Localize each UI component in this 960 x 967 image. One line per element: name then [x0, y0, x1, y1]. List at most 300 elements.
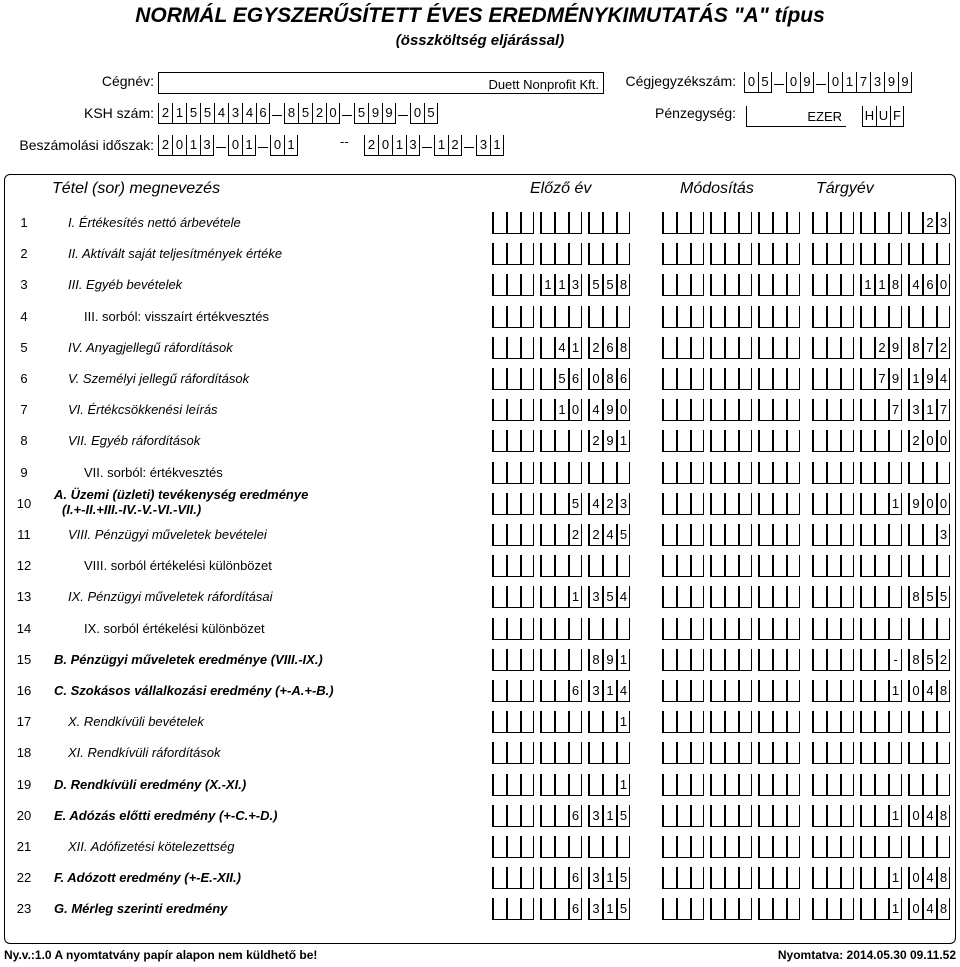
modification-cells[interactable] [662, 586, 704, 608]
prev-year-cells[interactable] [540, 742, 582, 764]
current-year-cells[interactable] [860, 368, 902, 390]
current-year-cells[interactable] [860, 212, 902, 234]
prev-year-cells[interactable] [492, 368, 534, 390]
modification-cells[interactable] [662, 805, 704, 827]
prev-year-cells-digit [506, 680, 520, 702]
modification-cells[interactable] [710, 836, 752, 858]
modification-cells-digit [772, 243, 786, 265]
period-from-digit: 3 [200, 135, 214, 156]
modification-cells[interactable] [758, 618, 800, 640]
current-year-cells-digit: 6 [922, 274, 936, 296]
modification-cells[interactable] [758, 524, 800, 546]
modification-cells[interactable] [710, 618, 752, 640]
modification-cells[interactable] [758, 586, 800, 608]
column-header-name: Tétel (sor) megnevezés [52, 180, 221, 197]
modification-cells[interactable] [710, 742, 752, 764]
modification-cells[interactable] [710, 586, 752, 608]
modification-cells[interactable] [710, 680, 752, 702]
prev-year-cells-digit [492, 586, 506, 608]
current-year-cells[interactable] [812, 680, 854, 702]
prev-year-cells[interactable] [492, 243, 534, 265]
prev-year-cells[interactable] [588, 836, 630, 858]
current-year-cells-digit [888, 306, 902, 328]
modification-cells[interactable] [758, 649, 800, 671]
current-year-cells[interactable] [812, 805, 854, 827]
prev-year-cells[interactable] [492, 337, 534, 359]
row-label: VI. Értékcsökkenési leírás [68, 402, 218, 417]
modification-cells[interactable] [662, 649, 704, 671]
prev-year-cells-digit [520, 649, 534, 671]
current-year-cells-digit [922, 836, 936, 858]
current-year-cells[interactable] [908, 555, 950, 577]
prev-year-cells[interactable] [492, 399, 534, 421]
current-year-cells-digit [812, 586, 826, 608]
prev-year-cells[interactable] [588, 337, 630, 359]
current-year-cells[interactable] [908, 867, 950, 889]
prev-year-cells[interactable] [492, 555, 534, 577]
modification-cells[interactable] [710, 555, 752, 577]
current-year-cells[interactable] [860, 774, 902, 796]
modification-cells[interactable] [758, 462, 800, 484]
current-year-cells[interactable] [860, 243, 902, 265]
current-year-cells[interactable] [908, 306, 950, 328]
prev-year-cells[interactable] [540, 399, 582, 421]
current-year-cells-digit: 2 [922, 212, 936, 234]
modification-cells[interactable] [710, 274, 752, 296]
prev-year-cells[interactable] [588, 524, 630, 546]
modification-cells[interactable] [758, 805, 800, 827]
period-from-field[interactable] [158, 135, 298, 156]
prev-year-cells-digit [602, 212, 616, 234]
current-year-cells[interactable] [812, 618, 854, 640]
prev-year-cells[interactable] [588, 399, 630, 421]
prev-year-cells[interactable] [492, 836, 534, 858]
current-year-cells-digit [812, 430, 826, 452]
modification-cells[interactable] [662, 555, 704, 577]
current-year-cells[interactable] [812, 555, 854, 577]
current-year-cells[interactable] [860, 555, 902, 577]
modification-cells[interactable] [662, 774, 704, 796]
prev-year-cells[interactable] [588, 742, 630, 764]
current-year-cells[interactable] [908, 805, 950, 827]
modification-cells[interactable] [662, 243, 704, 265]
modification-cells[interactable] [662, 337, 704, 359]
current-year-cells[interactable] [908, 274, 950, 296]
current-year-cells-digit [840, 243, 854, 265]
prev-year-cells[interactable] [492, 867, 534, 889]
prev-year-cells[interactable] [588, 711, 630, 733]
modification-cells[interactable] [662, 680, 704, 702]
current-year-cells-digit [874, 399, 888, 421]
modification-cells-digit [710, 805, 724, 827]
modification-cells[interactable] [758, 399, 800, 421]
current-year-cells[interactable] [812, 586, 854, 608]
prev-year-cells[interactable] [492, 462, 534, 484]
current-year-cells-digit [936, 711, 950, 733]
current-year-cells[interactable] [812, 836, 854, 858]
modification-cells-digit [738, 805, 752, 827]
modification-cells-digit [724, 368, 738, 390]
current-year-cells-digit [840, 493, 854, 515]
current-year-cells[interactable] [860, 493, 902, 515]
modification-cells[interactable] [758, 836, 800, 858]
prev-year-cells-digit: 6 [568, 680, 582, 702]
modification-cells[interactable] [758, 274, 800, 296]
current-year-cells[interactable] [908, 742, 950, 764]
prev-year-cells[interactable] [492, 274, 534, 296]
prev-year-cells-digit [568, 711, 582, 733]
modification-cells[interactable] [662, 274, 704, 296]
prev-year-cells[interactable] [540, 898, 582, 920]
current-year-cells-digit [840, 306, 854, 328]
modification-cells-digit [676, 555, 690, 577]
prev-year-cells[interactable] [492, 742, 534, 764]
current-year-cells[interactable] [812, 274, 854, 296]
modification-cells[interactable] [758, 867, 800, 889]
prev-year-cells[interactable] [588, 586, 630, 608]
modification-cells[interactable] [710, 243, 752, 265]
current-year-cells[interactable] [860, 680, 902, 702]
modification-cells-digit [724, 524, 738, 546]
current-year-cells[interactable] [908, 337, 950, 359]
current-year-cells[interactable] [908, 586, 950, 608]
prev-year-cells[interactable] [540, 337, 582, 359]
modification-cells-digit [786, 805, 800, 827]
modification-cells[interactable] [758, 680, 800, 702]
prev-year-cells[interactable] [540, 430, 582, 452]
prev-year-cells[interactable] [540, 774, 582, 796]
modification-cells-digit [690, 243, 704, 265]
current-year-cells-digit [936, 462, 950, 484]
prev-year-cells[interactable] [540, 306, 582, 328]
ksh-number-field[interactable] [158, 103, 438, 124]
current-year-cells[interactable] [908, 774, 950, 796]
current-year-cells-digit: 1 [888, 493, 902, 515]
current-year-cells[interactable] [908, 493, 950, 515]
current-year-cells[interactable] [812, 337, 854, 359]
modification-cells[interactable] [710, 805, 752, 827]
modification-cells[interactable] [758, 368, 800, 390]
modification-cells[interactable] [710, 462, 752, 484]
current-year-cells[interactable] [812, 711, 854, 733]
current-year-cells[interactable] [908, 898, 950, 920]
prev-year-cells[interactable] [492, 524, 534, 546]
modification-cells-digit [724, 742, 738, 764]
row-number: 23 [16, 901, 32, 916]
prev-year-cells[interactable] [492, 212, 534, 234]
prev-year-cells[interactable] [492, 493, 534, 515]
current-year-cells[interactable] [812, 212, 854, 234]
modification-cells[interactable] [758, 337, 800, 359]
prev-year-cells[interactable] [540, 618, 582, 640]
current-year-cells[interactable] [812, 774, 854, 796]
modification-cells[interactable] [710, 649, 752, 671]
current-year-cells[interactable] [908, 399, 950, 421]
current-year-cells[interactable] [860, 742, 902, 764]
modification-cells[interactable] [758, 493, 800, 515]
prev-year-cells-digit [554, 836, 568, 858]
current-year-cells-digit: 1 [922, 399, 936, 421]
current-year-cells[interactable] [908, 368, 950, 390]
current-year-cells-digit [826, 555, 840, 577]
modification-cells[interactable] [710, 774, 752, 796]
prev-year-cells[interactable] [588, 212, 630, 234]
current-year-cells[interactable] [908, 711, 950, 733]
current-year-cells[interactable] [812, 649, 854, 671]
modification-cells[interactable] [710, 337, 752, 359]
current-year-cells[interactable] [812, 399, 854, 421]
current-year-cells[interactable] [812, 493, 854, 515]
current-year-cells[interactable] [860, 649, 902, 671]
prev-year-cells[interactable] [492, 430, 534, 452]
current-year-cells[interactable] [812, 306, 854, 328]
current-year-cells[interactable] [908, 243, 950, 265]
modification-cells[interactable] [758, 430, 800, 452]
current-year-cells[interactable] [908, 680, 950, 702]
current-year-cells[interactable] [860, 867, 902, 889]
modification-cells[interactable] [710, 430, 752, 452]
prev-year-cells[interactable] [540, 711, 582, 733]
current-year-cells-digit [860, 586, 874, 608]
current-year-cells[interactable] [908, 430, 950, 452]
modification-cells[interactable] [662, 836, 704, 858]
modification-cells[interactable] [710, 524, 752, 546]
prev-year-cells[interactable] [588, 462, 630, 484]
prev-year-cells-digit [540, 337, 554, 359]
modification-cells-digit [738, 462, 752, 484]
period-to-digit: 3 [476, 135, 490, 156]
prev-year-cells[interactable] [588, 243, 630, 265]
current-year-cells[interactable] [860, 836, 902, 858]
modification-cells[interactable] [662, 711, 704, 733]
modification-cells-digit [772, 493, 786, 515]
prev-year-cells[interactable] [540, 493, 582, 515]
prev-year-cells[interactable] [588, 898, 630, 920]
modification-cells[interactable] [710, 493, 752, 515]
current-year-cells-digit [908, 524, 922, 546]
row-label: III. sorból: visszaírt értékvesztés [84, 309, 269, 324]
current-year-cells-digit [908, 618, 922, 640]
modification-cells-digit [676, 274, 690, 296]
prev-year-cells[interactable] [540, 274, 582, 296]
current-year-cells-digit [874, 212, 888, 234]
prev-year-cells[interactable] [492, 680, 534, 702]
prev-year-cells-digit [568, 306, 582, 328]
modification-cells[interactable] [710, 399, 752, 421]
ksh-digit: 0 [326, 103, 340, 124]
modification-cells[interactable] [758, 711, 800, 733]
current-year-cells[interactable] [908, 618, 950, 640]
row-number: 19 [16, 777, 32, 792]
modification-cells-digit [662, 618, 676, 640]
prev-year-cells[interactable] [540, 586, 582, 608]
modification-cells[interactable] [758, 774, 800, 796]
prev-year-cells-digit [616, 742, 630, 764]
prev-year-cells-digit [588, 742, 602, 764]
prev-year-cells[interactable] [540, 649, 582, 671]
modification-cells[interactable] [662, 306, 704, 328]
modification-cells[interactable] [662, 399, 704, 421]
modification-cells-digit [772, 774, 786, 796]
prev-year-cells-digit [588, 462, 602, 484]
current-year-cells[interactable] [860, 430, 902, 452]
prev-year-cells[interactable] [540, 462, 582, 484]
current-year-cells[interactable] [860, 618, 902, 640]
modification-cells[interactable] [758, 898, 800, 920]
modification-cells-digit [710, 898, 724, 920]
prev-year-cells[interactable] [588, 867, 630, 889]
prev-year-cells-digit: 5 [616, 867, 630, 889]
row-number: 15 [16, 652, 32, 667]
modification-cells-digit [738, 337, 752, 359]
prev-year-cells[interactable] [492, 306, 534, 328]
modification-cells[interactable] [662, 742, 704, 764]
modification-cells[interactable] [662, 867, 704, 889]
current-year-cells[interactable] [812, 524, 854, 546]
modification-cells-digit [758, 898, 772, 920]
current-year-cells[interactable] [812, 430, 854, 452]
registry-number-field[interactable] [744, 72, 912, 93]
current-year-cells[interactable] [908, 524, 950, 546]
modification-cells-digit [710, 867, 724, 889]
prev-year-cells[interactable] [492, 711, 534, 733]
prev-year-cells[interactable] [540, 867, 582, 889]
current-year-cells[interactable] [908, 649, 950, 671]
modification-cells[interactable] [758, 243, 800, 265]
current-year-cells[interactable] [860, 462, 902, 484]
prev-year-cells[interactable] [492, 774, 534, 796]
prev-year-cells[interactable] [540, 680, 582, 702]
modification-cells[interactable] [710, 212, 752, 234]
current-year-cells[interactable] [812, 368, 854, 390]
current-year-cells[interactable] [908, 462, 950, 484]
prev-year-cells[interactable] [588, 274, 630, 296]
prev-year-cells[interactable] [588, 306, 630, 328]
currency-unit-field[interactable] [746, 106, 846, 127]
prev-year-cells[interactable] [588, 430, 630, 452]
modification-cells[interactable] [758, 306, 800, 328]
modification-cells-digit [710, 274, 724, 296]
modification-cells-digit [786, 399, 800, 421]
modification-cells-digit [676, 243, 690, 265]
prev-year-cells[interactable] [492, 649, 534, 671]
current-year-cells-digit [826, 306, 840, 328]
modification-cells[interactable] [662, 618, 704, 640]
current-year-cells-digit [908, 742, 922, 764]
modification-cells-digit [662, 711, 676, 733]
prev-year-cells-digit: 3 [588, 867, 602, 889]
modification-cells[interactable] [758, 742, 800, 764]
modification-cells[interactable] [710, 867, 752, 889]
company-name-field[interactable] [158, 72, 604, 94]
current-year-cells[interactable] [908, 212, 950, 234]
prev-year-cells[interactable] [540, 368, 582, 390]
modification-cells[interactable] [662, 493, 704, 515]
current-year-cells-digit [812, 243, 826, 265]
prev-year-cells[interactable] [588, 774, 630, 796]
current-year-cells[interactable] [812, 462, 854, 484]
modification-cells[interactable] [710, 368, 752, 390]
ksh-digit: 2 [158, 103, 172, 124]
current-year-cells[interactable] [860, 399, 902, 421]
modification-cells-digit [662, 212, 676, 234]
current-year-cells[interactable] [812, 742, 854, 764]
current-year-cells[interactable] [860, 586, 902, 608]
modification-cells-digit [738, 493, 752, 515]
modification-cells[interactable] [710, 898, 752, 920]
ksh-digit: 4 [242, 103, 256, 124]
prev-year-cells[interactable] [588, 493, 630, 515]
prev-year-cells-digit [506, 742, 520, 764]
prev-year-cells[interactable] [588, 368, 630, 390]
modification-cells[interactable] [662, 898, 704, 920]
current-year-cells-digit: 7 [874, 368, 888, 390]
current-year-cells-digit: 2 [936, 649, 950, 671]
prev-year-cells-digit [506, 243, 520, 265]
prev-year-cells[interactable] [540, 836, 582, 858]
modification-cells-digit [786, 243, 800, 265]
current-year-cells-digit [908, 212, 922, 234]
modification-cells-digit [710, 462, 724, 484]
modification-cells[interactable] [662, 462, 704, 484]
prev-year-cells-digit [520, 867, 534, 889]
prev-year-cells[interactable] [588, 618, 630, 640]
period-label: Beszámolási időszak: [19, 137, 154, 153]
prev-year-cells[interactable] [540, 212, 582, 234]
footer-print-date: Nyomtatva: 2014.05.30 09.11.52 [777, 948, 956, 962]
modification-cells-digit [738, 774, 752, 796]
current-year-cells[interactable] [860, 898, 902, 920]
prev-year-cells[interactable] [588, 805, 630, 827]
modification-cells[interactable] [758, 212, 800, 234]
modification-cells[interactable] [662, 524, 704, 546]
prev-year-cells[interactable] [492, 805, 534, 827]
current-year-cells[interactable] [860, 306, 902, 328]
modification-cells[interactable] [758, 555, 800, 577]
modification-cells[interactable] [662, 430, 704, 452]
current-year-cells[interactable] [860, 337, 902, 359]
currency-code-field[interactable] [862, 106, 904, 127]
current-year-cells[interactable] [860, 524, 902, 546]
modification-cells-digit [786, 680, 800, 702]
current-year-cells[interactable] [812, 867, 854, 889]
current-year-cells[interactable] [812, 243, 854, 265]
current-year-cells[interactable] [908, 836, 950, 858]
prev-year-cells[interactable] [492, 586, 534, 608]
modification-cells[interactable] [710, 306, 752, 328]
current-year-cells[interactable] [860, 805, 902, 827]
current-year-cells[interactable] [860, 274, 902, 296]
prev-year-cells[interactable] [588, 649, 630, 671]
prev-year-cells[interactable] [588, 555, 630, 577]
prev-year-cells[interactable] [540, 555, 582, 577]
period-from-digit: 1 [242, 135, 256, 156]
prev-year-cells[interactable] [588, 680, 630, 702]
current-year-cells-digit [908, 462, 922, 484]
prev-year-cells[interactable] [540, 243, 582, 265]
current-year-cells[interactable] [812, 898, 854, 920]
current-year-cells[interactable] [860, 711, 902, 733]
prev-year-cells[interactable] [540, 524, 582, 546]
prev-year-cells[interactable] [540, 805, 582, 827]
prev-year-cells[interactable] [492, 898, 534, 920]
prev-year-cells-digit [588, 555, 602, 577]
prev-year-cells[interactable] [492, 618, 534, 640]
modification-cells[interactable] [662, 212, 704, 234]
period-to-field[interactable] [364, 135, 504, 156]
modification-cells[interactable] [662, 368, 704, 390]
modification-cells[interactable] [710, 711, 752, 733]
